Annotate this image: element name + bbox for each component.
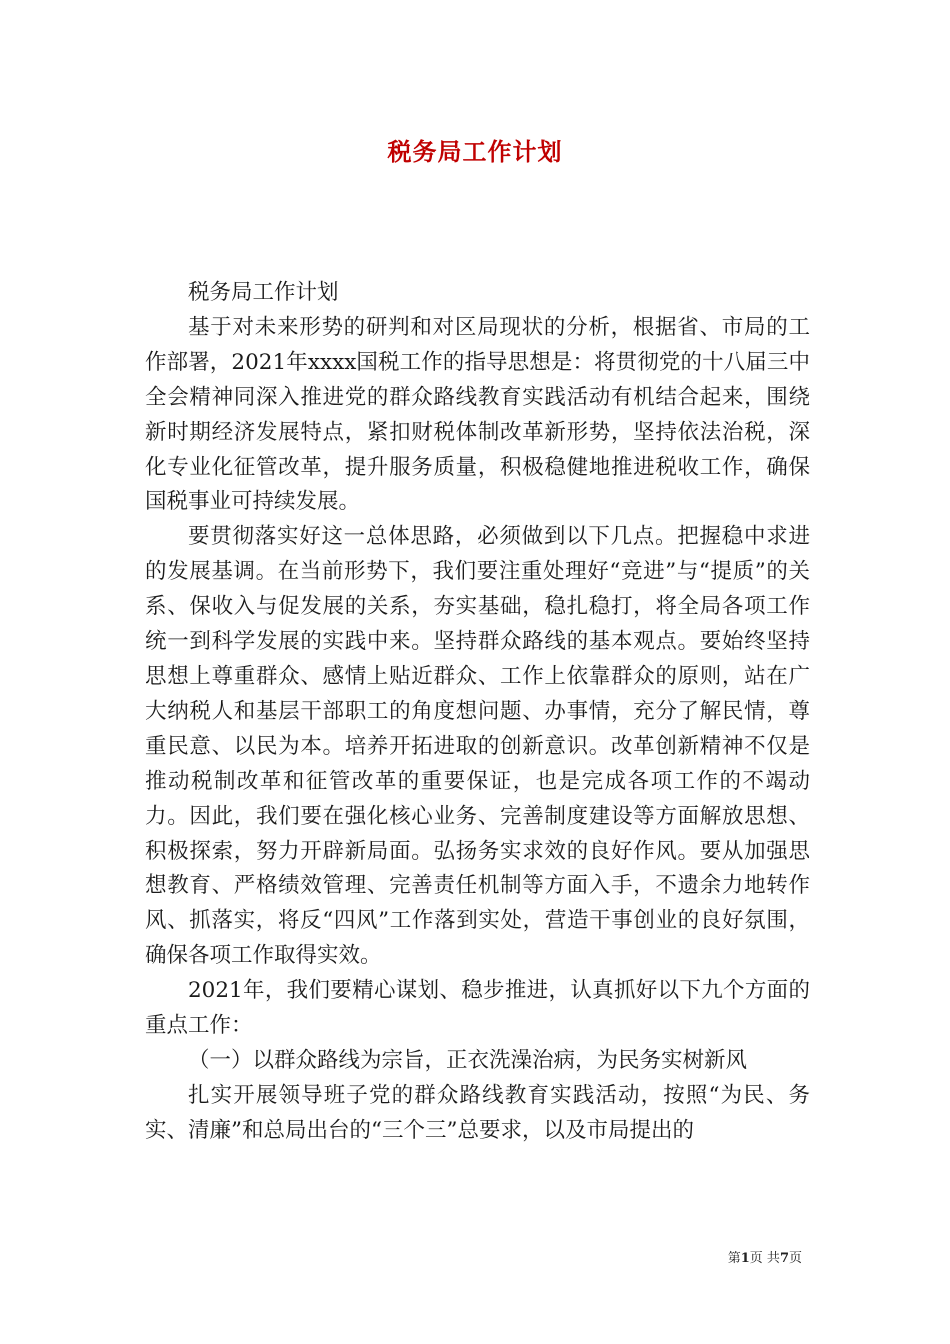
document-body [145,276,810,1149]
footer-prefix: 第 [727,1251,741,1266]
paragraph-nine-tasks: 2021年，我们要精心谋划、稳步推进，认真抓好以下九个方面的重点工作： [145,978,810,1039]
document-title: 税务局工作计划 [387,137,563,166]
paragraph-guiding-thought: 基于对未来形势的研判和对区局现状的分析，根据省、市局的工作部署，2021年xxxx国税工作的指导思想是：将贯彻党的十八届三中全会精神同深入推进党的群众路线教育实践活动有机结合起来，围绕新时期经济发展特点，紧扣财税体制改革新形势，坚持依法治税，深化专业化征管改革，提升服务质量，积极稳健地推进税收工作，确保国税事业可持续发展。 [145,314,810,515]
paragraph-key-points: 要贯彻落实好这一总体思路，必须做到以下几点。把握稳中求进的发展基调。在当前形势下，我们要注重处理好“竞进”与“提质”的关系、保收入与促发展的关系，夯实基础，稳扎稳打，将全局各项工作统一到科学发展的实践中来。坚持群众路线的基本观点。要始终坚持思想上尊重群众、感情上贴近群众、工作上依靠群众的原则，站在广大纳税人和基层干部职工的角度想问题、办事情，充分了解民情，尊重民意、以民为本。培养开拓进取的创新意识。改革创新精神不仅是推动税制改革和征管改革的重要保证，也是完成各项工作的不竭动力。因此，我们要在强化核心业务、完善制度建设等方面解放思想、积极探索，努力开辟新局面。弘扬务实求效的良好作风。要从加强思想教育、严格绩效管理、完善责任机制等方面入手，不遗余力地转作风、抓落实，将反“四风”工作落到实处，营造干事创业的良好氛围，确保各项工作取得实效。 [145,524,810,969]
paragraph-section-1: 扎实开展领导班子党的群众路线教育实践活动，按照“为民、务实、清廉”和总局出台的“三个三”总要求，以及市局提出的 [145,1082,810,1143]
paragraph-heading: 税务局工作计划 [188,280,339,305]
footer-middle: 页 共 [749,1251,780,1266]
page-number-footer [728,1247,802,1266]
current-page-number: 1 [740,1251,750,1266]
total-pages-number: 7 [779,1251,789,1266]
footer-suffix: 页 [788,1251,802,1266]
section-heading-1: （一）以群众路线为宗旨，正衣洗澡治病，为民务实树新风 [188,1047,748,1073]
